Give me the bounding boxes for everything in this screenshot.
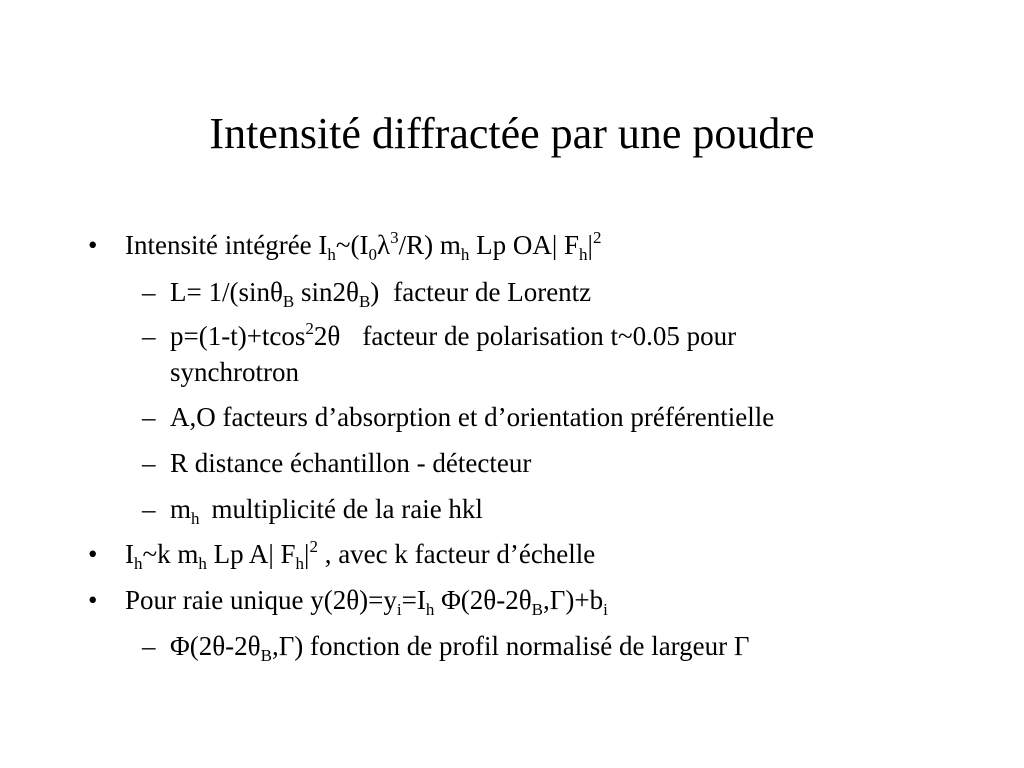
text-segment: ~k m [142, 539, 199, 569]
bullet-item-intensite-integree [88, 228, 602, 264]
text-segment: facteur de polarisation t~0.05 pour [362, 321, 737, 351]
subscript: h [579, 245, 588, 264]
dash-marker: – [142, 631, 156, 661]
subitem-polarisation-continuation: synchrotron [170, 357, 299, 387]
text-segment: Φ(2θ-2θ [170, 631, 261, 661]
subscript: B [260, 646, 272, 665]
subitem-multiplicite [142, 492, 483, 528]
text-segment: ~(I [335, 230, 369, 260]
subscript: 0 [368, 245, 378, 264]
bullet-item-raie-unique [88, 583, 608, 619]
superscript: 2 [305, 319, 314, 338]
dash-marker: – [142, 402, 156, 432]
subitem-absorption [142, 400, 775, 434]
superscript: 2 [592, 228, 602, 247]
text-segment: =I [401, 585, 426, 615]
text-segment: facteur de Lorentz [393, 277, 592, 307]
bullet-marker: • [88, 539, 98, 569]
text-segment: p=(1-t)+tcos [170, 321, 306, 351]
text-segment: ) [370, 277, 380, 307]
subscript: i [396, 600, 402, 619]
text-segment: L= 1/(sinθ [170, 277, 283, 307]
bullet-marker: • [88, 585, 98, 615]
subscript: h [134, 554, 143, 573]
text-segment: | [304, 539, 310, 569]
text-segment: multiplicité de la raie hkl [211, 494, 483, 524]
text-segment: 2θ [313, 321, 341, 351]
bullet-item-echelle [88, 537, 596, 573]
dash-marker: – [142, 277, 156, 307]
dash-marker: – [142, 494, 156, 524]
subscript: h [425, 600, 435, 619]
subscript: B [358, 292, 371, 311]
subitem-distance [142, 446, 532, 480]
subscript: B [531, 600, 543, 619]
slide-title: Intensité diffractée par une poudre [209, 109, 815, 158]
subitem-lorentz [142, 275, 592, 311]
subscript: i [603, 600, 608, 619]
subitem-polarisation [142, 319, 737, 353]
subscript: h [460, 245, 470, 264]
text-segment: Φ(2θ-2θ [434, 585, 532, 615]
text-segment: λ [377, 230, 391, 260]
text-segment: | [587, 230, 593, 260]
text-segment: ,Γ)+b [543, 585, 604, 615]
subscript: h [295, 554, 305, 573]
superscript: 3 [390, 228, 399, 247]
subitem-profil [142, 629, 750, 665]
text-segment: Lp OA| F [469, 230, 580, 260]
subscript: h [191, 509, 200, 528]
text-segment: m [170, 494, 192, 524]
superscript: 2 [309, 537, 318, 556]
text-segment: Lp A| F [206, 539, 296, 569]
text-segment: sin2θ [294, 277, 359, 307]
text-segment: , avec k facteur d’échelle [317, 539, 596, 569]
text-segment: ,Γ) fonction de profil normalisé de largeur Γ [271, 631, 750, 661]
text-segment: A,O facteurs d’absorption et d’orientation préférentielle [170, 402, 775, 432]
subscript: B [282, 292, 295, 311]
text-segment: I [125, 539, 134, 569]
dash-marker: – [142, 321, 156, 351]
subscript: h [198, 554, 207, 573]
text-segment: R distance échantillon - détecteur [170, 448, 532, 478]
text-segment: Pour raie unique y(2θ)=y [125, 585, 397, 615]
text-segment: /R) m [398, 230, 461, 260]
text-segment: Intensité intégrée I [125, 230, 328, 260]
bullet-marker: • [88, 230, 98, 260]
dash-marker: – [142, 448, 156, 478]
subscript: h [327, 245, 336, 264]
